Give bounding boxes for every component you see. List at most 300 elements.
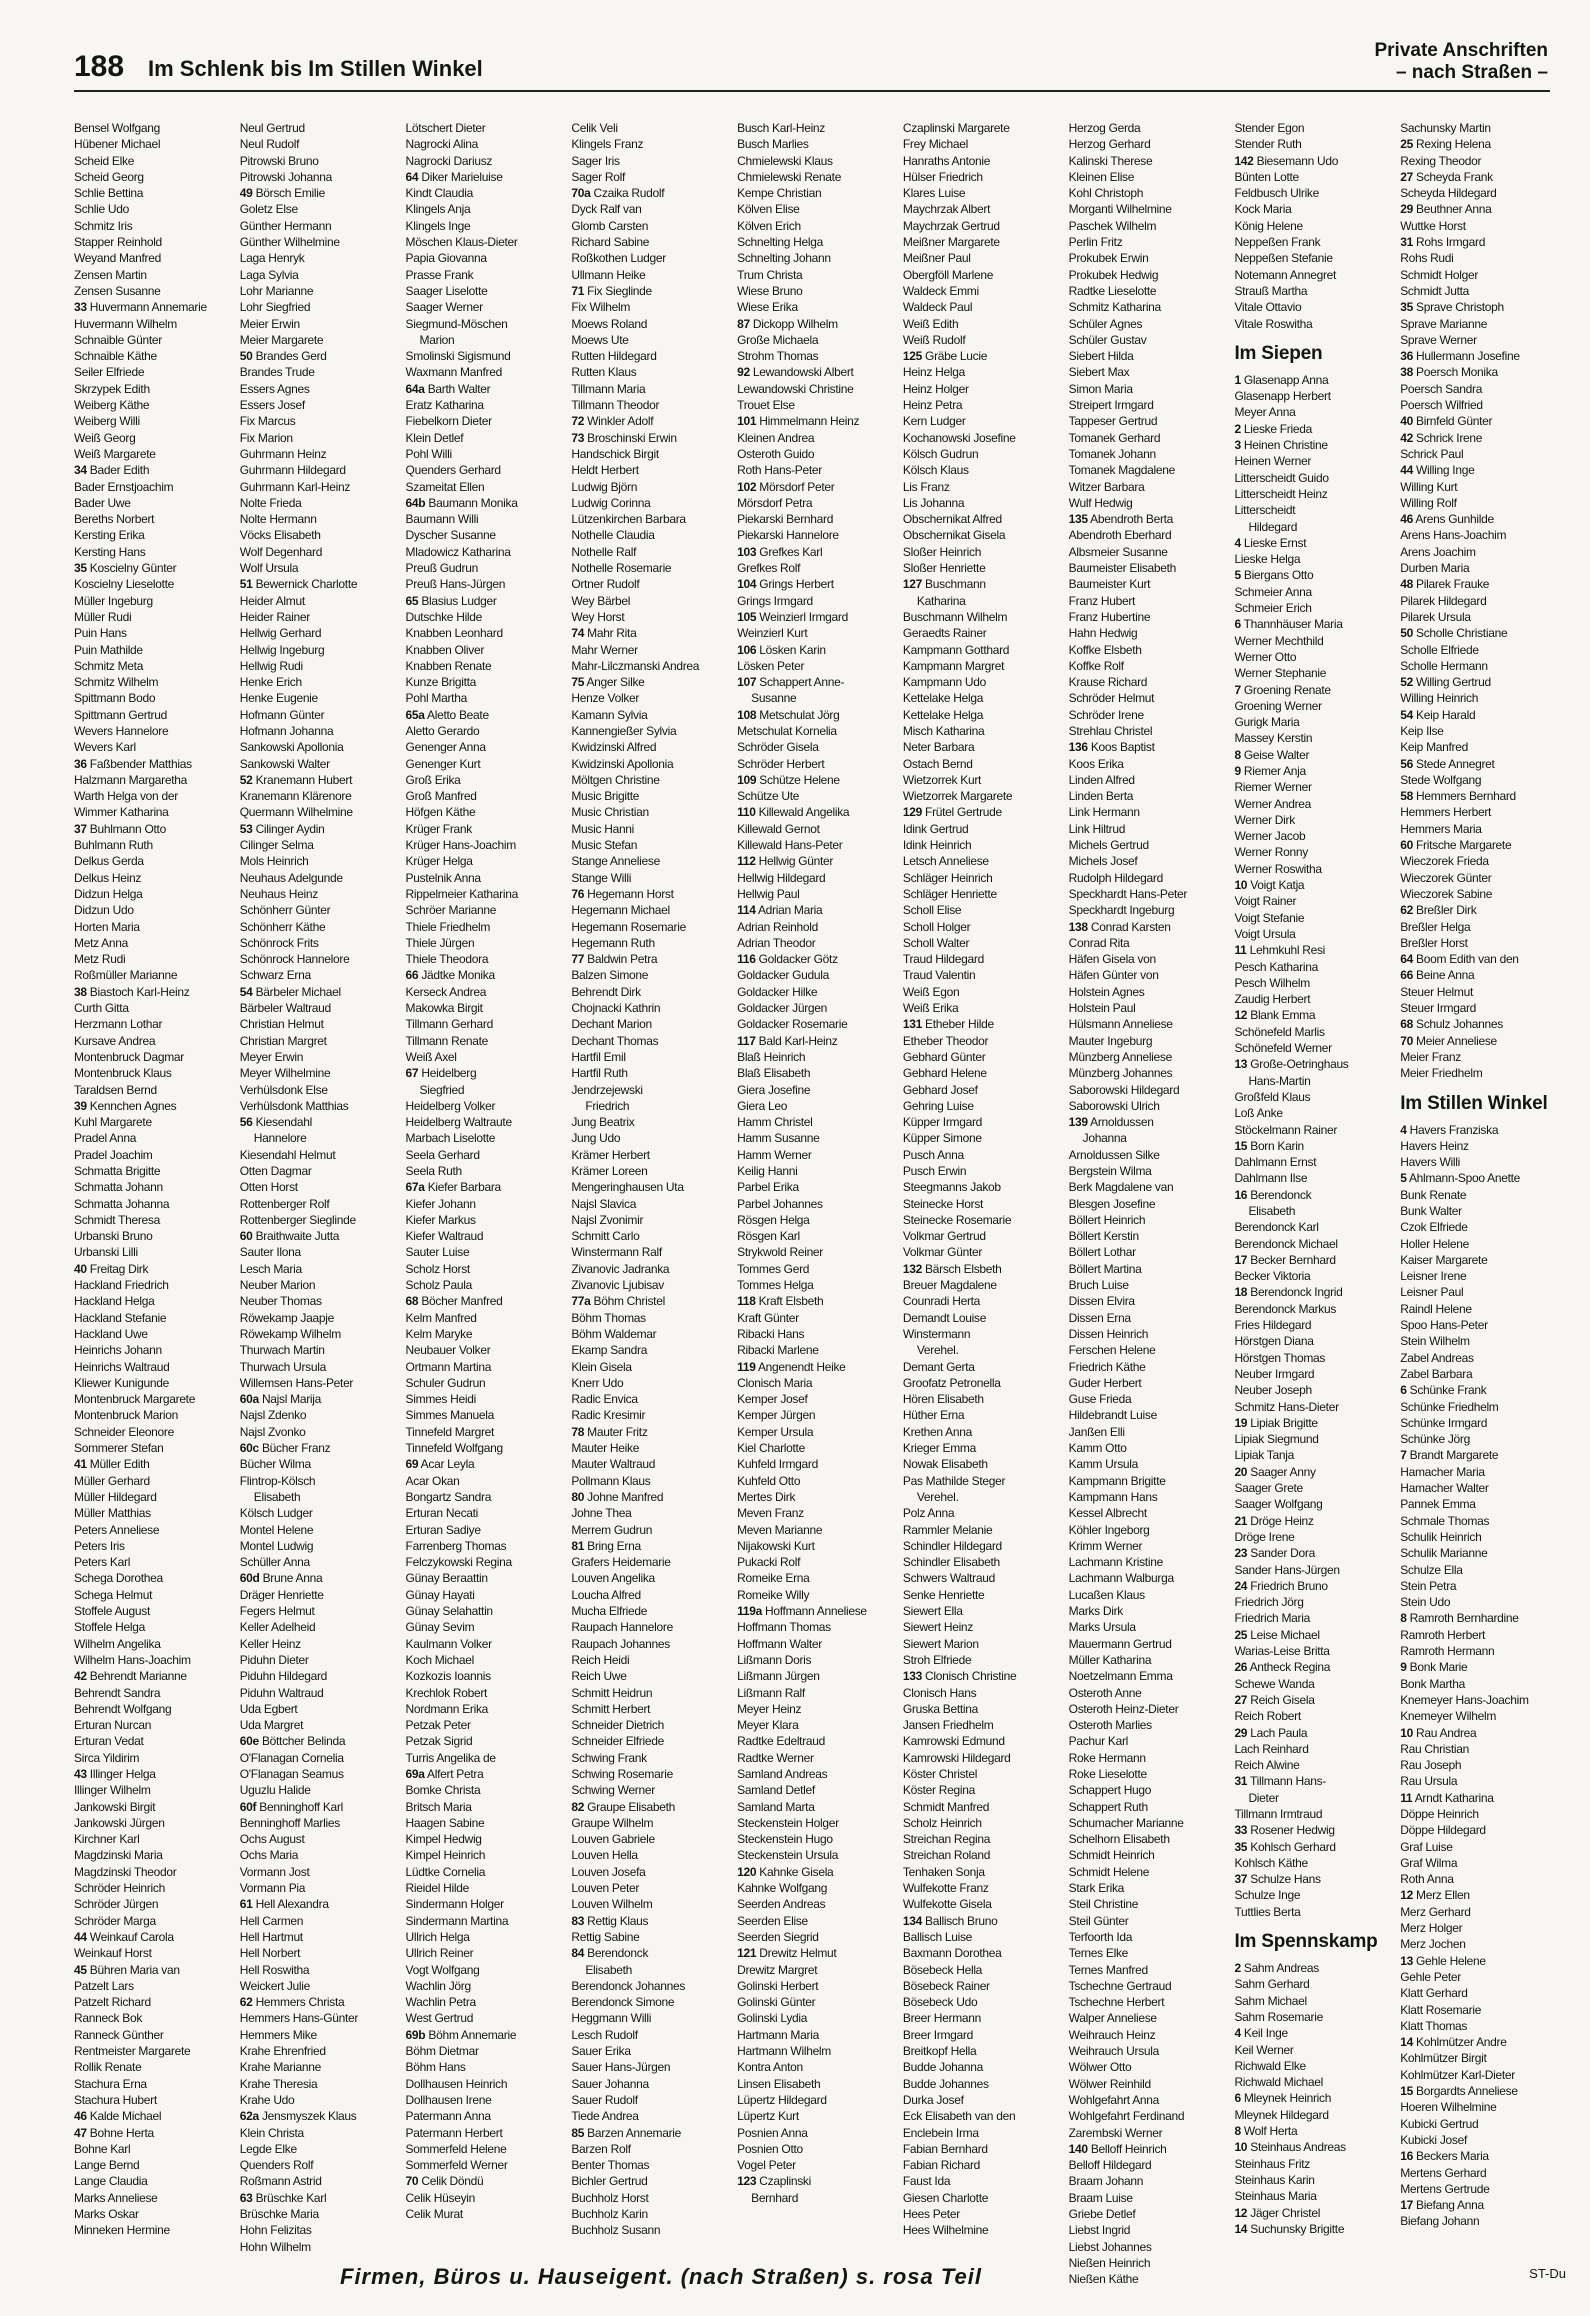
directory-entry: [1234, 1317, 1392, 1333]
house-number: 83: [571, 1913, 585, 1928]
resident-name: Kaulmann Volker: [405, 1636, 492, 1651]
directory-entry: [571, 1619, 729, 1635]
house-number: 15: [1234, 1138, 1248, 1153]
directory-entry: [571, 413, 729, 429]
directory-entry: [903, 397, 1061, 413]
resident-name: Music Stefan: [571, 838, 638, 853]
directory-entry: [737, 739, 895, 755]
resident-name: Saborowski Hildegard: [1068, 1082, 1180, 1097]
resident-name: Ekamp Sandra: [571, 1343, 648, 1358]
directory-entry: [1234, 1692, 1392, 1708]
resident-name: Mucha Elfriede: [571, 1604, 648, 1619]
directory-entry: [1069, 348, 1227, 364]
house-number: 106: [737, 642, 757, 657]
directory-entry: [737, 218, 895, 234]
resident-name: Genenger Anna: [405, 740, 486, 755]
directory-entry: [903, 413, 1061, 429]
resident-name: Tillmann Renate: [405, 1033, 488, 1048]
directory-entry: [903, 1522, 1061, 1538]
directory-entry: [1400, 1562, 1558, 1578]
resident-name: Krechlok Robert: [405, 1685, 488, 1700]
directory-entry: [240, 1065, 398, 1081]
resident-name: Kelm Maryke: [405, 1326, 473, 1341]
resident-name: Reich Uwe: [571, 1669, 627, 1684]
resident-name: Schuler Gudrun: [405, 1375, 486, 1390]
directory-entry: [1234, 1366, 1392, 1382]
directory-entry: [1069, 250, 1227, 266]
directory-entry: [1234, 2221, 1392, 2237]
directory-entry: [74, 739, 232, 755]
directory-entry: [903, 756, 1061, 772]
directory-column: [240, 120, 398, 2287]
resident-name: Verhülsdonk Else: [239, 1082, 328, 1097]
directory-entry: [1069, 1945, 1227, 1961]
resident-name: Lis Franz: [902, 479, 950, 494]
directory-entry: [903, 2027, 1061, 2043]
directory-entry: [1234, 796, 1392, 812]
directory-entry: [571, 495, 729, 511]
resident-name: Buchholz Horst: [571, 2190, 649, 2205]
resident-name: Hullermann Josefine: [1416, 349, 1520, 364]
house-number: 112: [737, 854, 756, 869]
directory-entry: [571, 2027, 729, 2043]
directory-entry: [240, 479, 398, 495]
directory-entry: [74, 1636, 232, 1652]
resident-name: Born Karin: [1250, 1138, 1304, 1153]
directory-entry: [1400, 1366, 1558, 1382]
resident-name: Merz Holger: [1400, 1921, 1463, 1936]
directory-entry: [571, 2206, 729, 2222]
resident-name: Schönefeld Werner: [1234, 1041, 1332, 1056]
resident-name: Schumacher Marianne: [1068, 1815, 1184, 1830]
directory-entry: [737, 136, 895, 152]
resident-name: Terfoorth Ida: [1068, 1929, 1133, 1944]
resident-name: Verhülsdonk Matthias: [239, 1098, 349, 1113]
directory-entry: [737, 2043, 895, 2059]
house-number: 10: [1234, 2140, 1248, 2155]
directory-entry: [240, 1130, 398, 1146]
resident-name: Friedrich Käthe: [1068, 1359, 1146, 1374]
resident-name: Sauer Hans-Jürgen: [571, 2060, 671, 2075]
resident-name: Preuß Hans-Jürgen: [405, 577, 506, 592]
house-number: 64: [1400, 952, 1413, 967]
directory-entry: [903, 1570, 1061, 1586]
resident-name: Breitkopf Hella: [902, 2044, 977, 2059]
resident-name: Ostach Bernd: [902, 756, 973, 771]
resident-name: Erturan Necati: [405, 1506, 479, 1521]
directory-entry: [1400, 2132, 1558, 2148]
directory-entry: [571, 299, 729, 315]
resident-name: Roth Hans-Peter: [737, 463, 822, 478]
directory-entry: [571, 739, 729, 755]
resident-name: Jädtke Monika: [421, 968, 495, 983]
house-number: 21: [1234, 1513, 1248, 1528]
directory-entry: [1234, 942, 1392, 958]
directory-entry: [1069, 2076, 1227, 2092]
house-number: 52: [239, 772, 253, 787]
resident-name: Schröder Heinrich: [74, 1881, 165, 1896]
resident-name: Stender Ruth: [1234, 137, 1302, 152]
resident-name: Marks Oskar: [74, 2207, 139, 2221]
resident-name: Wolf Herta: [1243, 2124, 1298, 2139]
directory-entry: [903, 788, 1061, 804]
directory-entry: [571, 2222, 729, 2238]
resident-name: Kleinen Andrea: [737, 430, 815, 445]
resident-name: Metschulat Kornelia: [737, 723, 837, 738]
resident-name: Neuber Thomas: [239, 1294, 322, 1309]
directory-entry: [1234, 470, 1392, 486]
resident-name: Zivanovic Ljubisav: [571, 1278, 664, 1293]
resident-name: Haagen Sabine: [405, 1815, 485, 1830]
directory-entry: [1069, 1244, 1227, 1260]
directory-entry: [1400, 1122, 1558, 1138]
resident-name: Schröder Herbert: [737, 756, 825, 771]
resident-name: Höfgen Käthe: [405, 805, 476, 820]
directory-entry: [74, 2108, 232, 2124]
directory-entry: [74, 2092, 232, 2108]
resident-name: Gehle Peter: [1400, 1969, 1461, 1984]
resident-name: Stender Egon: [1234, 121, 1305, 135]
resident-name: Stark Erika: [1068, 1881, 1125, 1896]
directory-entry: [737, 1929, 895, 1945]
directory-entry: [571, 1016, 729, 1032]
directory-entry: [1400, 1016, 1558, 1032]
directory-entry: [1400, 316, 1558, 332]
directory-entry: [1400, 1985, 1558, 2001]
resident-name: Ranneck Bok: [74, 2011, 143, 2026]
directory-entry: [1400, 120, 1558, 136]
directory-entry: [74, 430, 232, 446]
directory-entry: [74, 707, 232, 723]
resident-name: Seiler Elfriede: [74, 365, 145, 380]
directory-entry: [737, 2125, 895, 2141]
resident-name: Keip Harald: [1416, 707, 1476, 722]
directory-entry: [1234, 1725, 1392, 1741]
directory-entry: [571, 886, 729, 902]
directory-entry: [1069, 935, 1227, 951]
resident-name: Henze Volker: [571, 691, 640, 706]
resident-name: Montenbruck Dagmar: [74, 1049, 184, 1064]
directory-entry: [240, 364, 398, 380]
directory-entry: [1069, 707, 1227, 723]
resident-name: Keil Werner: [1234, 2042, 1294, 2057]
resident-name: Schneider Elfriede: [571, 1734, 664, 1749]
directory-entry: [1400, 2197, 1558, 2213]
directory-entry: [240, 756, 398, 772]
resident-name: Tillmann Maria: [571, 381, 646, 396]
directory-entry: [74, 544, 232, 560]
resident-name: Parbel Johannes: [737, 1196, 823, 1211]
resident-name: Thiele Friedhelm: [405, 919, 491, 934]
resident-name: Steegmanns Jakob: [902, 1180, 1001, 1195]
directory-entry: [74, 723, 232, 739]
directory-entry: [571, 250, 729, 266]
house-number: 43: [74, 1766, 87, 1781]
directory-entry: [406, 1668, 564, 1684]
directory-entry: [406, 1326, 564, 1342]
directory-entry: [1400, 1969, 1558, 1985]
resident-name: Susanne: [751, 691, 797, 706]
resident-name: Hemmers Herbert: [1400, 805, 1492, 820]
directory-entry: [571, 2173, 729, 2189]
resident-name: Klein Christa: [239, 2125, 304, 2140]
directory-entry: [240, 1945, 398, 1961]
resident-name: Golinski Lydia: [737, 2011, 808, 2026]
resident-name: Angenendt Heike: [757, 1359, 846, 1374]
directory-entry: [903, 446, 1061, 462]
resident-name: Rau Joseph: [1400, 1758, 1462, 1773]
directory-entry: [240, 381, 398, 397]
resident-name: Ramroth Herbert: [1400, 1627, 1486, 1642]
resident-name: Wieczorek Frieda: [1400, 854, 1489, 869]
resident-name: Steuer Irmgard: [1400, 1001, 1477, 1016]
directory-entry: [406, 316, 564, 332]
directory-entry: [1400, 348, 1558, 364]
resident-name: Hamacher Maria: [1400, 1464, 1485, 1479]
resident-name: Celik Veli: [571, 121, 618, 135]
resident-name: Böhm Annemarie: [428, 2027, 517, 2042]
resident-name: Saager Grete: [1234, 1481, 1303, 1496]
directory-entry: [406, 1473, 564, 1489]
resident-name: Lesch Rudolf: [571, 2027, 638, 2042]
resident-name: Piduhn Hildegard: [239, 1669, 328, 1684]
resident-name: Krüger Hans-Joachim: [405, 838, 516, 853]
resident-name: Schröder Gisela: [737, 740, 819, 755]
directory-entry: [571, 902, 729, 918]
resident-name: Müller Hildegard: [74, 1489, 157, 1504]
resident-name: Patzelt Lars: [74, 1978, 134, 1993]
resident-name: West Gertrud: [405, 2011, 474, 2026]
resident-name: Schmeier Erich: [1234, 601, 1312, 616]
resident-name: Spittmann Gertrud: [74, 707, 167, 722]
resident-name: Gehle Helene: [1416, 1953, 1486, 1968]
resident-name: Buschmann: [925, 577, 986, 592]
directory-entry: [1069, 1815, 1227, 1831]
directory-entry: [1400, 1643, 1558, 1659]
house-number: 44: [1400, 463, 1413, 478]
house-number: 6: [1234, 2091, 1241, 2106]
resident-name: Meyer Klara: [737, 1718, 799, 1733]
directory-entry: [903, 1913, 1061, 1929]
directory-entry: [903, 2076, 1061, 2092]
house-number: 27: [1234, 1692, 1248, 1707]
directory-entry: [74, 1424, 232, 1440]
header-rule: [74, 90, 1550, 92]
resident-name: Montenbruck Margarete: [74, 1392, 196, 1407]
directory-entry: [1234, 1252, 1392, 1268]
directory-entry: [1069, 2010, 1227, 2026]
directory-entry: [74, 1652, 232, 1668]
resident-name: Schmitz Katharina: [1068, 300, 1161, 315]
directory-entry: [1400, 707, 1558, 723]
directory-entry: [240, 136, 398, 152]
resident-name: Tenhaken Sonja: [902, 1864, 985, 1879]
resident-name: Krüger Helga: [405, 854, 473, 869]
resident-name: Siewert Ella: [902, 1604, 963, 1619]
resident-name: Jung Udo: [571, 1131, 621, 1146]
resident-name: Guhrmann Heinz: [239, 446, 327, 461]
resident-name: Wey Bärbel: [571, 593, 631, 608]
resident-name: Volkmar Gertrud: [902, 1229, 986, 1244]
resident-name: Peters Iris: [74, 1538, 125, 1553]
directory-entry: [406, 2010, 564, 2026]
directory-entry: [1069, 593, 1227, 609]
directory-entry: [571, 364, 729, 380]
resident-name: Behrendt Dirk: [571, 984, 641, 999]
resident-name: Schünke Friedhelm: [1400, 1399, 1499, 1414]
resident-name: Rieidel Hilde: [405, 1881, 470, 1896]
resident-name: Fabian Bernhard: [902, 2141, 988, 2156]
resident-name: Scheyda Hildegard: [1400, 186, 1497, 201]
directory-entry: [1234, 267, 1392, 283]
house-number: 9: [1400, 1660, 1407, 1675]
resident-name: Rettig Sabine: [571, 1929, 640, 1944]
resident-name: Diker Marieluise: [421, 169, 503, 184]
resident-name: Saager Wolfgang: [1234, 1497, 1323, 1512]
resident-name: Buschmann Wilhelm: [902, 609, 1008, 624]
directory-entry: [1234, 1089, 1392, 1105]
resident-name: Buhlmann Ruth: [74, 838, 153, 853]
resident-name: Weinkauf Horst: [74, 1946, 152, 1961]
resident-name: Szameitat Ellen: [405, 479, 485, 494]
resident-name: Scholz Horst: [405, 1261, 470, 1276]
resident-name: Graupe Elisabeth: [587, 1799, 676, 1814]
resident-name: Seela Gerhard: [405, 1147, 480, 1162]
resident-name: Sprave Christoph: [1416, 300, 1504, 315]
directory-entry: [74, 2173, 232, 2189]
directory-entry: [240, 299, 398, 315]
resident-name: Bichler Gertrud: [571, 2174, 648, 2189]
directory-entry: [74, 1033, 232, 1049]
resident-name: Lange Claudia: [74, 2174, 148, 2189]
directory-entry: [406, 739, 564, 755]
directory-entry: [240, 1505, 398, 1521]
directory-entry: [240, 2173, 398, 2189]
directory-entry: [1069, 1880, 1227, 1896]
directory-entry: [571, 1261, 729, 1277]
resident-name: Skrzypek Edith: [74, 381, 150, 396]
resident-name: Willemsen Hans-Peter: [239, 1375, 354, 1390]
resident-name: Schulik Marianne: [1400, 1546, 1488, 1561]
directory-entry: [406, 788, 564, 804]
resident-name: Dissen Elvira: [1068, 1294, 1135, 1309]
resident-name: Kahnke Wolfgang: [737, 1881, 828, 1896]
directory-entry: [737, 1293, 895, 1309]
directory-entry: [1234, 1513, 1392, 1529]
directory-entry: [571, 185, 729, 201]
resident-name: Hellwig Gerhard: [239, 626, 322, 641]
directory-entry: [737, 1179, 895, 1195]
directory-entry: [1234, 1708, 1392, 1724]
resident-name: Braam Luise: [1068, 2190, 1133, 2205]
resident-name: Goldacker Götz: [758, 952, 838, 967]
directory-entry: [737, 1864, 895, 1880]
footer-note: Firmen, Büros u. Hauseigent. (nach Straßen) s. rosa Teil: [340, 2264, 982, 2289]
directory-entry: [1234, 1773, 1392, 1789]
directory-entry: [737, 919, 895, 935]
resident-name: Buchholz Karin: [571, 2207, 648, 2221]
house-number: 123: [737, 2174, 757, 2189]
resident-name: Noetzelmann Emma: [1068, 1669, 1173, 1684]
resident-name: Kranemann Klärenore: [239, 789, 352, 804]
resident-name: Heider Almut: [239, 593, 305, 608]
directory-entry: [903, 1799, 1061, 1815]
resident-name: Vogt Wolfgang: [405, 1962, 480, 1977]
resident-name: Schmitz Wilhelm: [74, 675, 159, 690]
directory-entry: [903, 2108, 1061, 2124]
resident-name: Durben Maria: [1400, 561, 1470, 576]
directory-entry: [1400, 593, 1558, 609]
resident-name: Mauter Heike: [571, 1441, 640, 1456]
resident-name: Lösken Karin: [759, 642, 826, 657]
resident-name: Kölven Elise: [737, 202, 800, 217]
house-number: 66: [405, 968, 419, 983]
directory-entry: [737, 2108, 895, 2124]
directory-entry: [406, 625, 564, 641]
resident-name: Osteroth Anne: [1068, 1685, 1142, 1700]
directory-entry: [571, 1554, 729, 1570]
directory-entry: [1400, 1000, 1558, 1016]
directory-entry: [240, 2125, 398, 2141]
resident-name: Alfert Petra: [427, 1766, 484, 1781]
resident-name: Groß Manfred: [405, 789, 477, 804]
directory-entry: [1234, 453, 1392, 469]
resident-name: Hell Carmen: [239, 1913, 304, 1928]
directory-entry: [1400, 1382, 1558, 1398]
resident-name: Sahm Michael: [1234, 1993, 1307, 2008]
resident-name: Radtke Edeltraud: [737, 1734, 826, 1749]
directory-entry: [1400, 560, 1558, 576]
resident-name: Dickopp Wilhelm: [752, 316, 838, 331]
resident-name: Saager Anny: [1250, 1464, 1316, 1479]
directory-entry: [737, 348, 895, 364]
resident-name: Kölven Erich: [737, 218, 801, 233]
resident-name: Voigt Rainer: [1234, 894, 1297, 909]
resident-name: Reich Heidi: [571, 1652, 630, 1667]
resident-name: Havers Franziska: [1409, 1122, 1499, 1137]
directory-entry: [571, 1880, 729, 1896]
resident-name: Pusch Anna: [902, 1147, 964, 1162]
resident-name: Sankowski Walter: [239, 756, 330, 771]
house-number: 27: [1400, 169, 1413, 184]
directory-entry: [1234, 649, 1392, 665]
resident-name: Sauer Johanna: [571, 2076, 649, 2091]
resident-name: Tinnefeld Margret: [405, 1424, 495, 1439]
directory-entry: [1400, 1529, 1558, 1545]
resident-name: Müller Edith: [89, 1457, 150, 1472]
resident-name: Schmitt Herbert: [571, 1701, 651, 1716]
resident-name: Jankowski Birgit: [74, 1799, 156, 1814]
directory-entry: [1069, 153, 1227, 169]
resident-name: Goldacker Gudula: [737, 968, 830, 983]
resident-name: Elisabeth: [1248, 1204, 1296, 1218]
directory-entry: [406, 1179, 564, 1195]
directory-entry: [406, 1375, 564, 1391]
directory-entry: [74, 2222, 232, 2238]
directory-entry: [1234, 910, 1392, 926]
resident-name: Dröge Irene: [1234, 1529, 1295, 1544]
resident-name: Arnoldussen Silke: [1068, 1147, 1160, 1162]
resident-name: Petzak Peter: [405, 1718, 471, 1733]
directory-entry: [1234, 388, 1392, 404]
resident-name: Wulfekotte Gisela: [902, 1897, 992, 1912]
directory-entry: [1069, 1782, 1227, 1798]
directory-entry: [406, 120, 564, 136]
directory-entry: [1234, 1284, 1392, 1300]
directory-entry: [1234, 877, 1392, 893]
resident-name: Kampmann Gotthard: [902, 642, 1010, 657]
directory-entry: [903, 1342, 1061, 1358]
